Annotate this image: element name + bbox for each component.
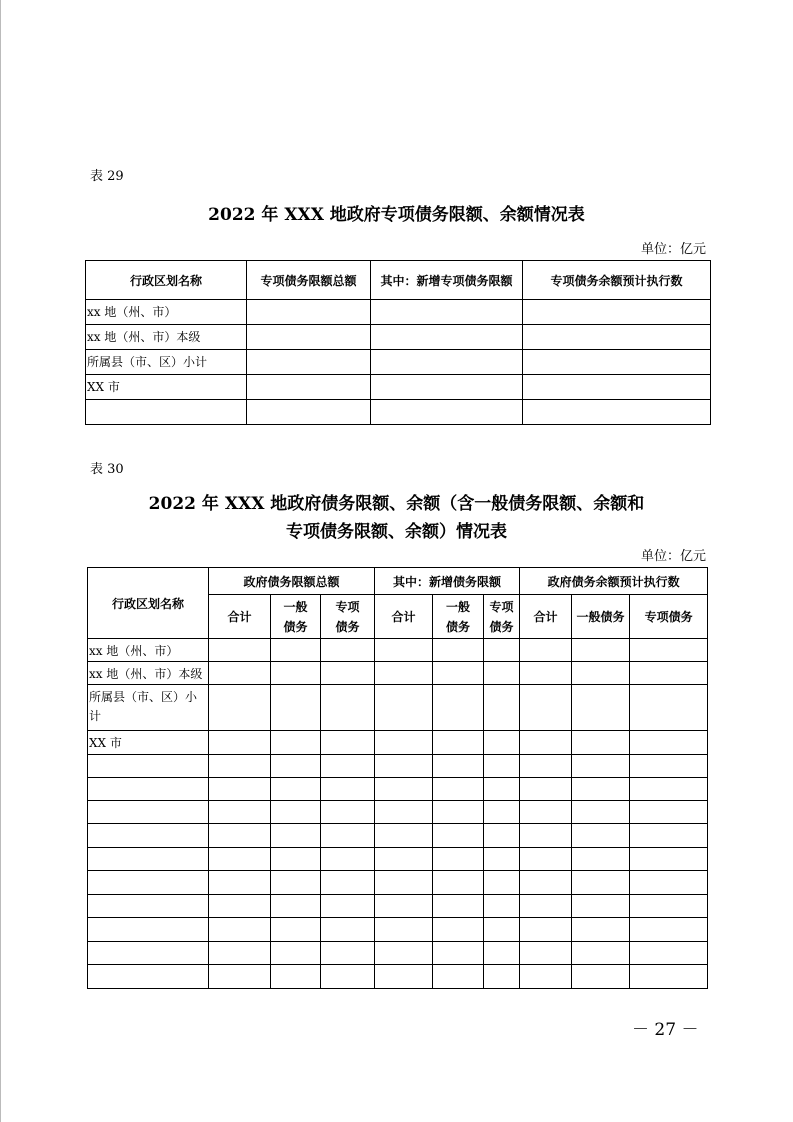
t30-cell — [271, 848, 321, 871]
t30-cell — [375, 731, 433, 755]
t30-cell — [520, 662, 572, 685]
t30-row-name — [88, 965, 209, 989]
t30-cell — [321, 801, 375, 824]
t29-row-name: xx 地（州、市） — [86, 300, 247, 325]
t30-row-name — [88, 848, 209, 871]
table-row — [86, 325, 711, 350]
t30-cell — [572, 918, 630, 942]
t30-cell — [630, 662, 708, 685]
t30-cell — [209, 685, 271, 731]
table-row — [88, 871, 708, 895]
t29-cell — [247, 300, 371, 325]
t30-cell — [209, 778, 271, 801]
t30-cell — [271, 778, 321, 801]
t29-cell — [523, 300, 711, 325]
t29-cell — [371, 375, 523, 400]
t30-cell — [630, 918, 708, 942]
t30-cell — [520, 639, 572, 662]
table-row — [86, 350, 711, 375]
t30-cell — [375, 848, 433, 871]
t30-row-name: xx 地（州、市）本级 — [88, 662, 209, 685]
t30-cell — [271, 731, 321, 755]
t30-cell — [375, 778, 433, 801]
t30-cell — [321, 662, 375, 685]
table-row — [88, 848, 708, 871]
table-29-header-row — [86, 261, 711, 300]
t29-cell — [523, 400, 711, 425]
t30-cell — [630, 685, 708, 731]
t30-cell — [572, 731, 630, 755]
t29-cell — [247, 350, 371, 375]
table-30-unit: 单位：亿元 — [641, 549, 707, 564]
table-row — [88, 662, 708, 685]
t30-cell — [433, 639, 484, 662]
t30-cell — [433, 848, 484, 871]
t30-cell — [321, 942, 375, 965]
t30-cell — [209, 639, 271, 662]
t30-cell — [209, 662, 271, 685]
page-number: － 27 － — [632, 1020, 699, 1040]
t30-row-name — [88, 918, 209, 942]
t30-cell — [572, 895, 630, 918]
t30-cell — [484, 871, 520, 895]
table-row — [88, 685, 708, 731]
t29-header-special-balance: 专项债务余额预计执行数 — [523, 261, 711, 300]
t30-cell — [630, 942, 708, 965]
t30-cell — [433, 871, 484, 895]
table-30-title-line1: 2022 年 XXX 地政府债务限额、余额（含一般债务限额、余额和 — [148, 494, 645, 514]
page-left-edge — [0, 0, 1, 1122]
t30-header-balance: 政府债务余额预计执行数 — [520, 568, 708, 595]
t30-cell — [630, 848, 708, 871]
t29-header-new-special-limit: 其中：新增专项债务限额 — [371, 261, 523, 300]
t29-row-name: XX 市 — [86, 375, 247, 400]
t30-cell — [572, 801, 630, 824]
t29-cell — [247, 400, 371, 425]
t30-cell — [433, 662, 484, 685]
t30-cell — [209, 871, 271, 895]
t30-cell — [630, 965, 708, 989]
t30-header-total-limit: 政府债务限额总额 — [209, 568, 375, 595]
t30-cell — [484, 731, 520, 755]
t30-cell — [433, 895, 484, 918]
t30-cell — [209, 731, 271, 755]
table-30-body — [88, 639, 708, 989]
t30-cell — [375, 918, 433, 942]
t30-sub-header-general: 一般债务 — [433, 595, 484, 639]
t29-cell — [523, 375, 711, 400]
t30-row-name — [88, 755, 209, 778]
t30-cell — [375, 801, 433, 824]
table-row — [86, 375, 711, 400]
t30-cell — [484, 848, 520, 871]
t30-cell — [484, 942, 520, 965]
t30-cell — [520, 685, 572, 731]
t30-cell — [321, 918, 375, 942]
t30-cell — [572, 639, 630, 662]
table-29 — [85, 260, 711, 425]
t30-cell — [520, 942, 572, 965]
t30-cell — [520, 965, 572, 989]
table-29-unit: 单位：亿元 — [641, 242, 707, 257]
table-row — [88, 918, 708, 942]
t30-sub-header-special: 专项债务 — [321, 595, 375, 639]
t30-sub-header-total: 合计 — [209, 595, 271, 639]
t30-header-new-limit: 其中：新增债务限额 — [375, 568, 520, 595]
t30-row-name — [88, 824, 209, 848]
t30-cell — [572, 871, 630, 895]
t29-cell — [371, 325, 523, 350]
t30-cell — [375, 639, 433, 662]
t30-cell — [433, 824, 484, 848]
t30-cell — [520, 824, 572, 848]
t30-cell — [484, 639, 520, 662]
t30-sub-header-total: 合计 — [520, 595, 572, 639]
t29-cell — [247, 325, 371, 350]
t30-row-name — [88, 942, 209, 965]
t30-cell — [321, 731, 375, 755]
t29-header-region: 行政区划名称 — [86, 261, 247, 300]
t30-cell — [630, 755, 708, 778]
t30-cell — [572, 965, 630, 989]
t30-cell — [520, 731, 572, 755]
t30-sub-header-general: 一般债务 — [572, 595, 630, 639]
t30-cell — [433, 755, 484, 778]
t30-cell — [209, 824, 271, 848]
table-row — [88, 942, 708, 965]
t30-row-name — [88, 801, 209, 824]
t30-cell — [209, 848, 271, 871]
t30-cell — [630, 731, 708, 755]
t29-row-name: xx 地（州、市）本级 — [86, 325, 247, 350]
table-29-title: 2022 年 XXX 地政府专项债务限额、余额情况表 — [208, 205, 585, 225]
t30-cell — [572, 662, 630, 685]
t29-cell — [247, 375, 371, 400]
table-row — [86, 300, 711, 325]
t30-sub-header-total: 合计 — [375, 595, 433, 639]
table-30-group-header-row — [88, 568, 708, 595]
t30-cell — [271, 639, 321, 662]
t30-cell — [271, 895, 321, 918]
t30-row-name: xx 地（州、市） — [88, 639, 209, 662]
t30-cell — [433, 918, 484, 942]
t30-cell — [271, 755, 321, 778]
t30-cell — [630, 871, 708, 895]
t30-cell — [433, 801, 484, 824]
t30-cell — [520, 918, 572, 942]
table-row — [86, 400, 711, 425]
t30-sub-header-special: 专项债务 — [630, 595, 708, 639]
table-row — [88, 965, 708, 989]
t30-header-region: 行政区划名称 — [88, 568, 209, 639]
t30-cell — [572, 824, 630, 848]
t30-cell — [209, 918, 271, 942]
t30-cell — [271, 662, 321, 685]
t30-cell — [321, 685, 375, 731]
t30-cell — [484, 662, 520, 685]
table-30-title-line2: 专项债务限额、余额）情况表 — [286, 522, 507, 542]
t30-cell — [630, 639, 708, 662]
t30-cell — [209, 965, 271, 989]
t30-sub-header-special: 专项债务 — [484, 595, 520, 639]
t30-cell — [572, 685, 630, 731]
table-29-label: 表 29 — [90, 169, 124, 184]
t30-cell — [271, 871, 321, 895]
t30-cell — [321, 824, 375, 848]
t30-cell — [271, 801, 321, 824]
t30-cell — [484, 965, 520, 989]
t30-cell — [209, 942, 271, 965]
t30-cell — [520, 895, 572, 918]
t30-cell — [375, 965, 433, 989]
t30-cell — [321, 778, 375, 801]
t30-row-name — [88, 871, 209, 895]
t30-cell — [375, 755, 433, 778]
table-row — [88, 801, 708, 824]
t29-cell — [523, 350, 711, 375]
table-row — [88, 731, 708, 755]
t30-cell — [630, 824, 708, 848]
t30-cell — [271, 918, 321, 942]
table-row — [88, 895, 708, 918]
t29-cell — [371, 300, 523, 325]
t29-cell — [371, 350, 523, 375]
t30-cell — [271, 824, 321, 848]
t30-cell — [375, 871, 433, 895]
t29-cell — [371, 400, 523, 425]
t30-cell — [520, 755, 572, 778]
table-row — [88, 755, 708, 778]
t30-row-name: 所属县（市、区）小计 — [88, 685, 209, 731]
t30-cell — [375, 942, 433, 965]
table-row — [88, 778, 708, 801]
t30-cell — [209, 895, 271, 918]
t30-cell — [433, 942, 484, 965]
t30-cell — [484, 778, 520, 801]
t30-cell — [520, 871, 572, 895]
t30-cell — [321, 639, 375, 662]
t30-cell — [484, 755, 520, 778]
t29-row-name: 所属县（市、区）小计 — [86, 350, 247, 375]
t30-cell — [572, 778, 630, 801]
t30-cell — [572, 848, 630, 871]
t30-cell — [271, 685, 321, 731]
t30-cell — [484, 685, 520, 731]
t30-cell — [375, 685, 433, 731]
t30-cell — [433, 778, 484, 801]
t30-cell — [433, 685, 484, 731]
t30-cell — [433, 965, 484, 989]
t30-cell — [520, 848, 572, 871]
t30-cell — [572, 755, 630, 778]
t30-cell — [321, 871, 375, 895]
t30-cell — [572, 942, 630, 965]
t30-cell — [321, 895, 375, 918]
t30-cell — [484, 801, 520, 824]
table-row — [88, 824, 708, 848]
t30-cell — [484, 895, 520, 918]
t29-row-name — [86, 400, 247, 425]
t30-cell — [630, 895, 708, 918]
t30-cell — [321, 755, 375, 778]
table-30 — [87, 567, 708, 989]
t30-cell — [630, 778, 708, 801]
t29-cell — [523, 325, 711, 350]
t30-row-name: XX 市 — [88, 731, 209, 755]
t30-cell — [433, 731, 484, 755]
t30-row-name — [88, 895, 209, 918]
t30-cell — [321, 965, 375, 989]
t30-row-name — [88, 778, 209, 801]
t30-cell — [271, 942, 321, 965]
t30-cell — [375, 895, 433, 918]
t30-cell — [375, 662, 433, 685]
table-30-label: 表 30 — [90, 462, 124, 477]
t29-header-special-limit: 专项债务限额总额 — [247, 261, 371, 300]
t30-cell — [375, 824, 433, 848]
t30-cell — [520, 778, 572, 801]
t30-cell — [630, 801, 708, 824]
t30-cell — [321, 848, 375, 871]
t30-cell — [484, 824, 520, 848]
t30-cell — [271, 965, 321, 989]
t30-cell — [209, 755, 271, 778]
t30-sub-header-general: 一般债务 — [271, 595, 321, 639]
t30-cell — [520, 801, 572, 824]
t30-cell — [209, 801, 271, 824]
t30-cell — [484, 918, 520, 942]
table-row — [88, 639, 708, 662]
